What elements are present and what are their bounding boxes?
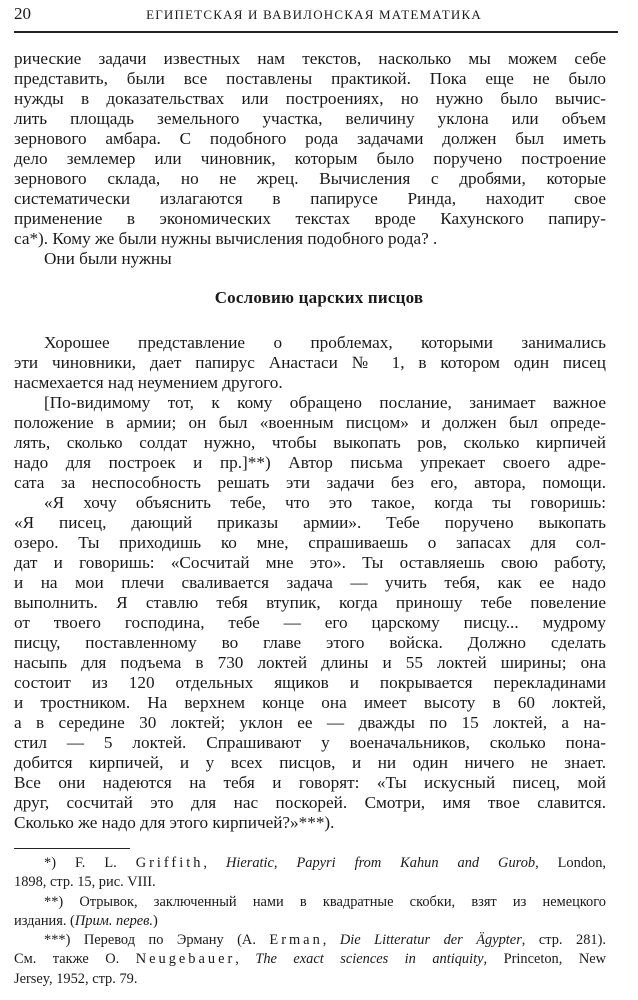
text-line: положение в армии; он был «военным писцом» и должен был опреде- xyxy=(14,413,606,432)
text-line: Они были нужны xyxy=(44,249,172,268)
translator-note: Прим. перев. xyxy=(74,912,154,929)
text-line: выполнить. Я ставлю тебя втупик, когда приношу тебе повеление xyxy=(14,593,606,612)
footnote-3-cont xyxy=(14,950,606,969)
text-line: озеро. Ты приходишь ко мне, спрашиваешь о запасах для сол- xyxy=(14,533,606,552)
text-line: применение в экономических текстах вроде Кахунского папиру- xyxy=(14,209,606,228)
text-line: и на мои плечи сваливается задача — учить тебя, как ее надо xyxy=(14,573,606,592)
author: Griffith xyxy=(135,855,204,871)
work-title: Hieratic, Papyri from Kahun and Gurob xyxy=(225,855,536,871)
section-heading: Сословию царских писцов xyxy=(214,288,424,307)
text-line: от твоего господина, тебе — его царскому писцу... мудрому xyxy=(14,613,606,632)
text-line: сата за неспособность решать эти задачи без его, автора, помощи. xyxy=(14,473,606,492)
text-line: [По-видимому тот, к кому обращено послание, занимает важное xyxy=(44,393,606,412)
text-line: зернового амбара. С подобного рода задачами должен был иметь xyxy=(14,129,606,148)
footnote-2-cont xyxy=(14,912,606,931)
text-line: систематически излагаются в папирусе Ринда, находит свое xyxy=(14,189,606,208)
text-line: писцу, поставленному во главе этого войска. Должно сделать xyxy=(14,633,606,652)
text-line: надо для построек и пр.]**) Автор письма упрекает своего адре- xyxy=(14,453,606,472)
footnote-mark: *) F. L. xyxy=(44,855,136,871)
work-title: Die Litteratur der Ägypter xyxy=(339,932,522,949)
text-line: представить, были все поставлены практикой. Пока еще не было xyxy=(14,69,606,88)
footnotes xyxy=(14,854,606,989)
header-rule xyxy=(14,31,618,33)
footnote-3 xyxy=(14,931,606,950)
footnote-rule xyxy=(14,848,130,849)
text-line: и тростником. На верхнем конце она имеет высоту в 60 локтей, xyxy=(14,693,606,712)
sep: , xyxy=(203,855,226,871)
text-line: нужды в доказательствах или построениях, но нужно было вычис- xyxy=(14,89,606,108)
text-line: состоит из 120 отдельных ящиков и покрывается перекладинами xyxy=(14,673,606,692)
text-line: лять, сколько солдат нужно, чтобы выкопать ров, сколько кирпичей xyxy=(14,433,606,452)
text-line: са*). Кому же были нужны вычисления подобного рода? . xyxy=(14,229,438,248)
author: Erman xyxy=(269,932,323,949)
text: См. также O. xyxy=(14,951,136,968)
footnote-mark: ***) Перевод по Эрману (A. xyxy=(44,932,270,949)
footnote-1-cont: 1898, стр. 15, рис. VIII. xyxy=(14,874,156,891)
text-line: насмехается над неумением другого. xyxy=(14,373,283,392)
text-line: эти чиновники, дает папирус Анастаси № 1, в котором один писец xyxy=(14,353,606,372)
running-title: ЕГИПЕТСКАЯ И ВАВИЛОНСКАЯ МАТЕМАТИКА xyxy=(146,7,482,22)
text-line: «Я писец, дающий приказы армии». Тебе поручено выкопать xyxy=(14,513,606,532)
work-title: The exact sciences in antiquity xyxy=(255,951,484,968)
text-section-2 xyxy=(14,333,606,833)
citation: , стр. 281). xyxy=(521,932,606,949)
running-header xyxy=(14,2,614,26)
page-number: 20 xyxy=(14,4,31,23)
text-line: рические задачи известных нам текстов, насколько мы можем себе xyxy=(14,49,606,68)
author: Neugebauer xyxy=(135,951,236,968)
text-line: лить площадь земельного участка, величину уклона или объем xyxy=(14,109,606,128)
text-line: дело землемер или чиновник, которым было поручено построение xyxy=(14,149,606,168)
text-line: а в середине 30 локтей; уклон ее — дважды по 15 локтей, а на- xyxy=(14,713,606,732)
text: издания. ( xyxy=(14,912,75,929)
footnote-1 xyxy=(14,854,606,873)
sep: , xyxy=(322,932,340,949)
citation: , Princeton, New xyxy=(483,951,606,968)
text-line: Сколько же надо для этого кирпичей?»***). xyxy=(14,813,335,832)
text: ) xyxy=(153,912,158,929)
text-line: друг, сосчитай это для нас поскорей. Смотри, имя твое славится. xyxy=(14,793,606,812)
text-line: насыпь для подъема в 730 локтей длины и 55 локтей ширины; она xyxy=(14,653,606,672)
text-line: зернового склада, но не жрец. Вычисления с дробями, которые xyxy=(14,169,606,188)
footnote-3-end: Jersey, 1952, стр. 79. xyxy=(14,970,138,987)
text-line: Все они надеются на тебя и говорят: «Ты искусный писец, мой xyxy=(14,773,606,792)
text-line: добится кирпичей, и у всех писцов, и ни один ничего не знает. xyxy=(14,753,606,772)
citation: , London, xyxy=(535,855,606,871)
text-line: стил — 5 локтей. Спрашивают у военачальников, сколько пона- xyxy=(14,733,606,752)
text-line: дат и говоришь: «Сосчитай мне это». Ты оставляешь свою работу, xyxy=(14,553,606,572)
text-section-1 xyxy=(14,49,606,269)
text-line: «Я хочу объяснить тебе, что это такое, когда ты говоришь: xyxy=(44,493,606,512)
footnote-2: **) Отрывок, заключенный нами в квадратные скобки, взят из немецкого xyxy=(44,893,606,910)
sep: , xyxy=(235,951,256,968)
text-line: Хорошее представление о проблемах, которыми занимались xyxy=(44,333,606,352)
